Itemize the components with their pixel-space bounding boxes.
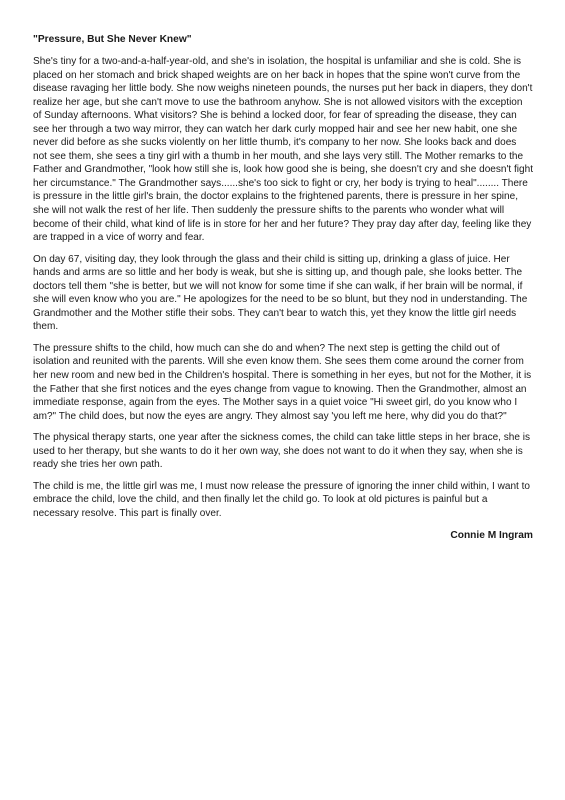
paragraph-2: On day 67, visiting day, they look through the glass and their child is sitting up, drinking a glass of juice. Her hands and arms are so little and her body is weak, but she is sitting up, and though pale, she looks better. The doctors tell them "she is better, but we will not know for some time if she can walk, if her brain will be normal, if she will even know who you are." He apologizes for the need to be so blunt, but they nod in understanding. The Grandmother and the Mother stifle their sobs. They can't bear to watch this, yet they know the little girl needs them. <box>33 253 528 333</box>
paragraph-1: She's tiny for a two-and-a-half-year-old, and she's in isolation, the hospital is unfamiliar and she is cold. She is placed on her stomach and brick shaped weights are on her back in hopes that the spine won't curve from the disease ravaging her little body. She now weighs nineteen pounds, the nurses put her back in diapers, they don't realize her age, but she can't move to use the bathroom anyhow. She is not allowed visitors with the exception of Sunday afternoons. What visitors? She is behind a locked door, for fear of spreading the disease, they can see her through a two way mirror, they can watch her dark curly mopped hair and see her new habit, one she never did before as she sucks violently on her little thumb, it's company to her now. She looks back and does not see them, she sees a tiny girl with a thumb in her mouth, and she lays very still. The Mother remarks to the Father and Grandmother, "look how still she is, look how good she is being, she doesn't cry and she doesn't fight her circumstance." The Grandmother says......she's too sick to fight or cry, her body is trying to heal"........ There is pressure in the little girl's brain, the doctor explains to the frightened parents, there is pressure in her spine, she will not walk the rest of her life. Then suddenly the pressure shifts to the parents who wonder what will become of their child, what kind of life is in store for her and her future? They pray day after day, feeling like they are trapped in a vice of worry and fear. <box>33 56 533 244</box>
document-title: "Pressure, But She Never Knew" <box>33 34 192 45</box>
paragraph-3: The pressure shifts to the child, how much can she do and when? The next step is getting the child out of isolation and reunited with the parents. Will she even know them. She sees them come around the corner from her new room and new bed in the Children's hospital. There is something in her eyes, but not for the Mother, it is the Father that she first notices and the eyes change from vague to knowing. Then the Grandmother, almost an immediate response, again from the eyes. The Mother says in a quiet voice "Hi sweet girl, do you know who I am?" The child does, but now the eyes are angry. They almost say 'you left me here, why did you do that?" <box>33 342 532 422</box>
author-signature: Connie M Ingram <box>450 529 533 541</box>
paragraph-4: The physical therapy starts, one year after the sickness comes, the child can take little steps in her brace, she is used to her therapy, but she wants to do it her own way, she does not want to do it when they say, when she is ready she tries her own path. <box>33 432 531 471</box>
paragraph-5: The child is me, the little girl was me, I must now release the pressure of ignoring the inner child within, I want to embrace the child, love the child, and then finally let the child go. To look at old pictures is painful but a necessary resolve. This part is finally over. <box>33 480 530 519</box>
document-page <box>33 33 533 542</box>
